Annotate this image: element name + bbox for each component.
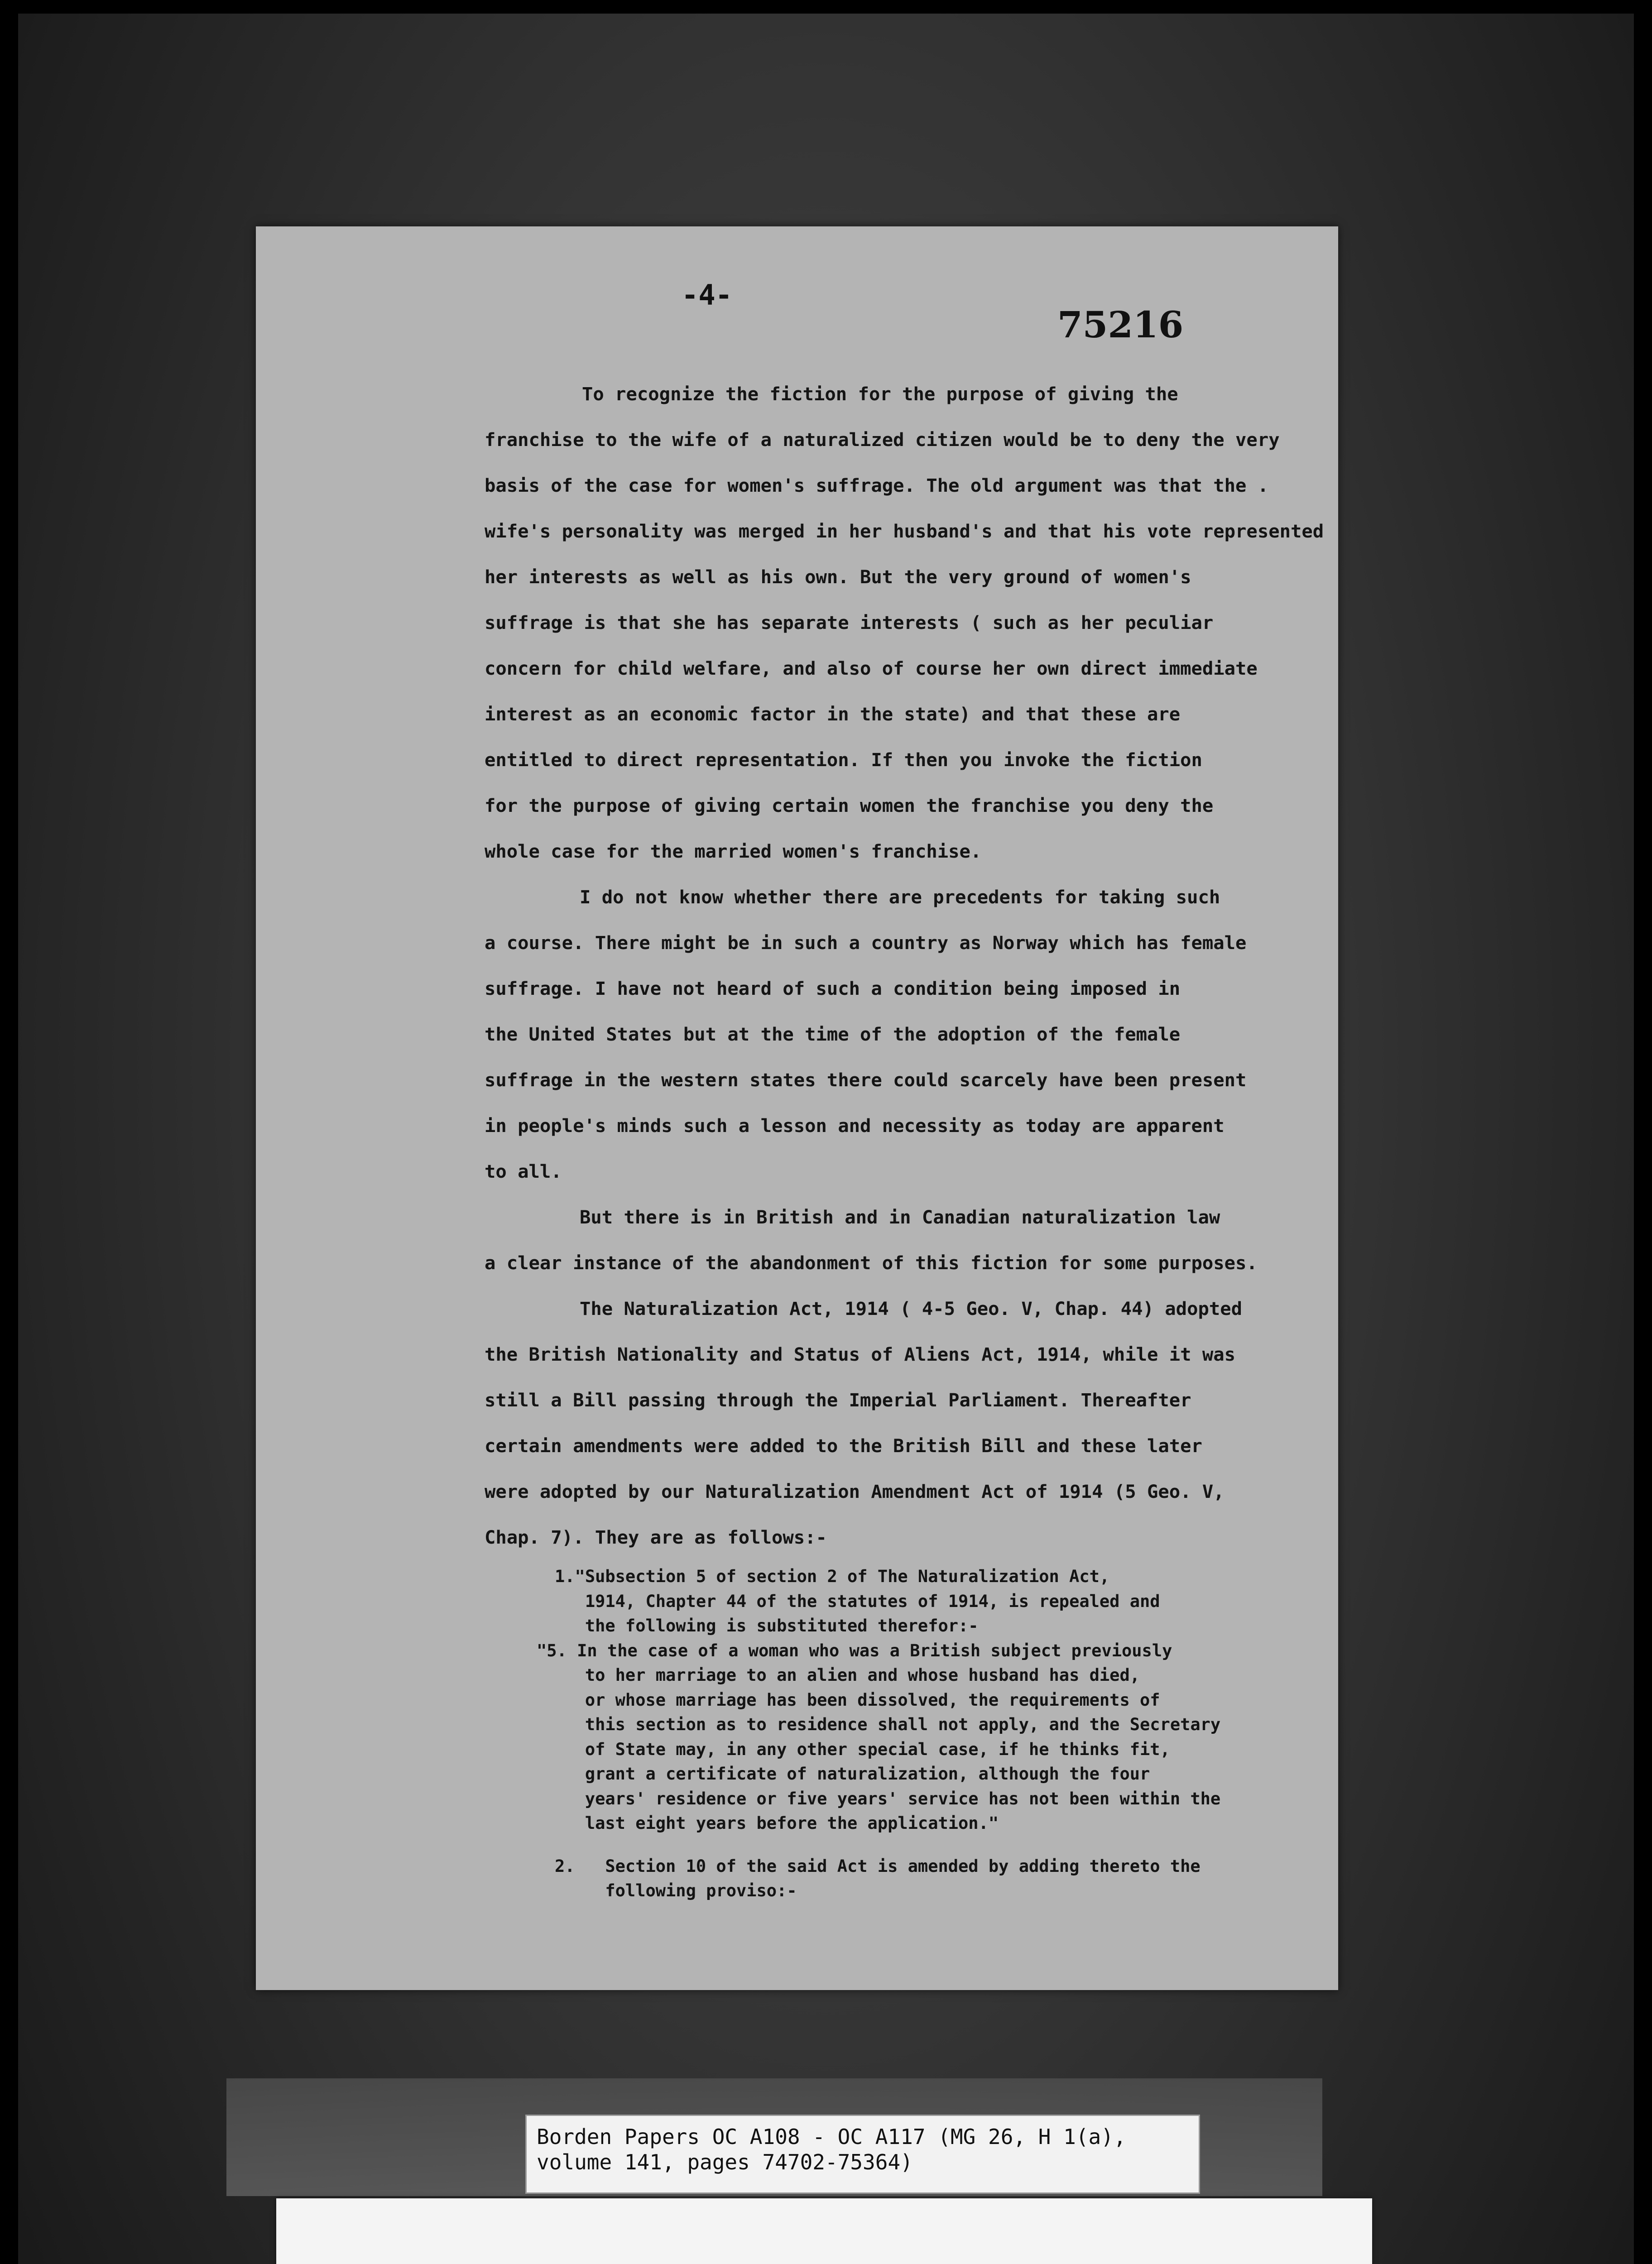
film-border-left (0, 0, 18, 2264)
text-line: for the purpose of giving certain women the franchise you deny the (485, 795, 1214, 816)
collection-label-line: volume 141, pages 74702-75364) (537, 2150, 913, 2174)
quote-line: following proviso:- (555, 1881, 797, 1900)
text-line: To recognize the fiction for the purpose of giving the (582, 383, 1178, 405)
text-line: suffrage is that she has separate interests ( such as her peculiar (485, 612, 1214, 633)
text-line: suffrage in the western states there could scarcely have been present (485, 1069, 1247, 1091)
quote-line: of State may, in any other special case, if he thinks fit, (555, 1739, 1170, 1759)
text-line: But there is in British and in Canadian naturalization law (580, 1206, 1220, 1228)
quote-line: "5. In the case of a woman who was a British subject previously (537, 1640, 1172, 1660)
text-line: The Naturalization Act, 1914 ( 4-5 Geo. V, Chap. 44) adopted (580, 1298, 1242, 1319)
quote-line: the following is substituted therefor:- (555, 1616, 979, 1636)
text-line: interest as an economic factor in the state) and that these are (485, 703, 1181, 725)
quote-line: or whose marriage has been dissolved, the requirements of (555, 1690, 1160, 1710)
collection-label (525, 2115, 1200, 2194)
text-line: a clear instance of the abandonment of this fiction for some purposes. (485, 1252, 1258, 1274)
quote-line: 2. Section 10 of the said Act is amended by adding thereto the (555, 1856, 1201, 1876)
collection-label-line: Borden Papers OC A108 - OC A117 (MG 26, H 1(a), (537, 2125, 1126, 2149)
text-line: basis of the case for women's suffrage. The old argument was that the . (485, 475, 1269, 496)
text-line: a course. There might be in such a country as Norway which has female (485, 932, 1247, 954)
text-line: her interests as well as his own. But the very ground of women's (485, 566, 1191, 588)
quoted-amendment (537, 1564, 1365, 1904)
text-line: Chap. 7). They are as follows:- (485, 1526, 827, 1548)
quote-line: to her marriage to an alien and whose husband has died, (555, 1665, 1140, 1685)
quote-line: 1914, Chapter 44 of the statutes of 1914, is repealed and (555, 1591, 1160, 1611)
text-line: franchise to the wife of a naturalized citizen would be to deny the very (485, 429, 1280, 451)
text-line: suffrage. I have not heard of such a condition being imposed in (485, 978, 1181, 999)
quote-line: last eight years before the application." (555, 1813, 999, 1833)
text-line: wife's personality was merged in her husband's and that his vote represented (485, 520, 1324, 542)
film-border-top (0, 0, 1652, 14)
page-number: -4- (682, 278, 732, 312)
text-line: the United States but at the time of the adoption of the female (485, 1023, 1181, 1045)
quote-line: this section as to residence shall not apply, and the Secretary (555, 1715, 1221, 1734)
text-line: in people's minds such a lesson and necessity as today are apparent (485, 1115, 1225, 1137)
quote-line: years' residence or five years' service has not been within the (555, 1789, 1221, 1808)
text-line: still a Bill passing through the Imperial Parliament. Thereafter (485, 1389, 1191, 1411)
text-line: the British Nationality and Status of Aliens Act, 1914, while it was (485, 1343, 1236, 1365)
text-line: to all. (485, 1161, 562, 1182)
body-text (485, 371, 1359, 1560)
quote-line: 1."Subsection 5 of section 2 of The Naturalization Act, (555, 1567, 1110, 1586)
archives-card (276, 2198, 1372, 2264)
text-line: entitled to direct representation. If then you invoke the fiction (485, 749, 1202, 771)
film-border-right (1634, 0, 1652, 2264)
text-line: whole case for the married women's franchise. (485, 840, 982, 862)
text-line: certain amendments were added to the British Bill and these later (485, 1435, 1202, 1457)
quote-line: grant a certificate of naturalization, although the four (555, 1764, 1150, 1784)
text-line: concern for child welfare, and also of course her own direct immediate (485, 657, 1258, 679)
text-line: I do not know whether there are precedents for taking such (580, 886, 1220, 908)
quote-gap (555, 1836, 1365, 1854)
document-id-stamp: 75216 (1057, 303, 1184, 346)
text-line: were adopted by our Naturalization Amendment Act of 1914 (5 Geo. V, (485, 1481, 1225, 1502)
